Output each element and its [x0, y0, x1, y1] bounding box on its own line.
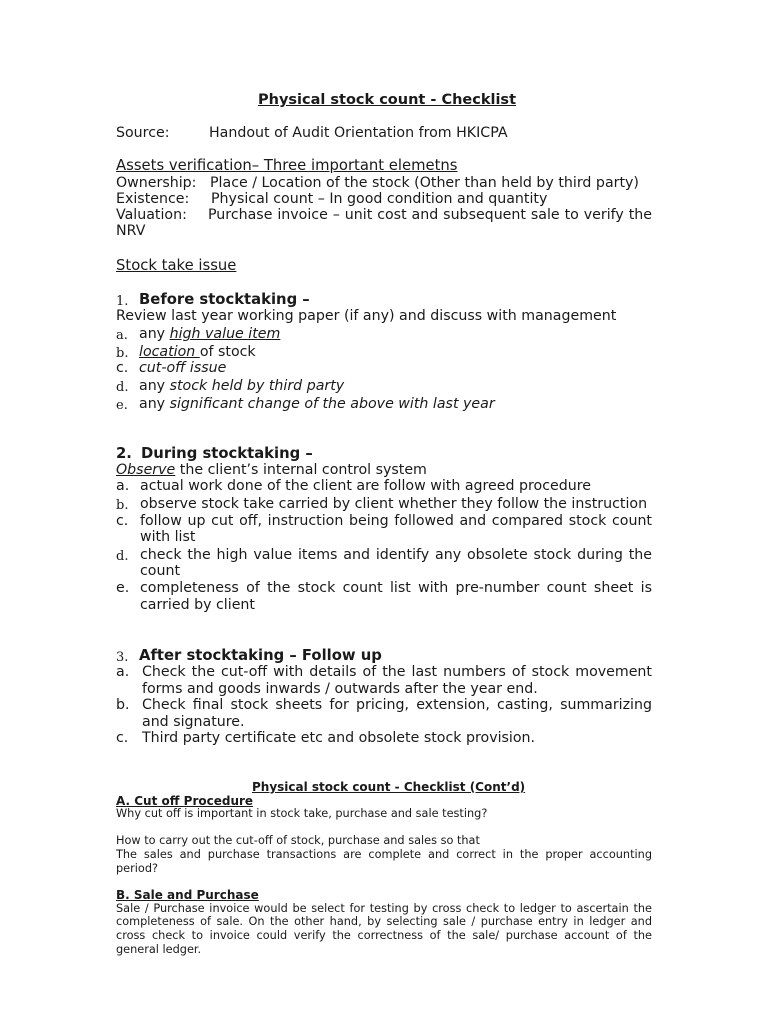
section2-intro	[116, 462, 427, 479]
list-letter: a.	[116, 664, 130, 680]
list-item: completeness of the stock count list with pre-number count sheet is	[140, 580, 652, 596]
section3-heading: After stocktaking – Follow up	[139, 647, 382, 664]
sale-purchase-line3: cross check to invoice could verify the correctness of the sale/ purchase account of the	[116, 929, 652, 942]
stock-take-issue-heading: Stock take issue	[116, 257, 237, 274]
list-item-continuation: and signature.	[142, 714, 245, 730]
list-item	[139, 396, 495, 413]
list-letter: a.	[116, 328, 128, 343]
cut-off-line2: How to carry out the cut-off of stock, purchase and sales so that	[116, 834, 480, 847]
item-emphasis: stock held by third party	[169, 378, 345, 394]
list-item: actual work done of the client are follow with agreed procedure	[140, 478, 591, 494]
intro-emphasis: Observe	[116, 462, 176, 478]
list-item: follow up cut off, instruction being followed and compared stock count	[140, 513, 652, 529]
sale-purchase-heading: B. Sale and Purchase	[116, 888, 259, 902]
sale-purchase-line1: Sale / Purchase invoice would be select for testing by cross check to ledger to ascertain the	[116, 902, 652, 915]
item-text: any	[139, 326, 170, 342]
list-letter: b.	[116, 498, 129, 513]
section1-intro: Review last year working paper (if any) and discuss with management	[116, 308, 617, 324]
list-letter: e.	[116, 580, 130, 596]
list-letter: c.	[116, 513, 129, 529]
valuation-value-line1: Purchase invoice – unit cost and subsequent sale to verify the	[208, 207, 652, 223]
list-letter: e.	[116, 398, 128, 413]
list-letter: d.	[116, 549, 129, 564]
intro-text: the client’s internal control system	[175, 462, 427, 478]
list-item	[139, 378, 344, 395]
cut-off-line4: period?	[116, 862, 158, 875]
source-value: Handout of Audit Orientation from HKICPA	[209, 125, 508, 141]
cut-off-line3: The sales and purchase transactions are complete and correct in the proper accounting	[116, 848, 652, 861]
list-letter: c.	[116, 730, 129, 746]
cut-off-line1: Why cut off is important in stock take, purchase and sale testing?	[116, 807, 488, 820]
list-item: check the high value items and identify any obsolete stock during the	[140, 547, 652, 563]
cont-title: Physical stock count - Checklist (Cont’d)	[252, 780, 526, 794]
list-letter: a.	[116, 478, 130, 494]
item-emphasis: location	[139, 344, 200, 360]
list-item-continuation: count	[140, 563, 181, 579]
valuation-label: Valuation:	[116, 207, 187, 223]
section1-heading: Before stocktaking –	[139, 291, 310, 308]
list-item-continuation: forms and goods inwards / outwards after the year end.	[142, 681, 538, 697]
list-letter: b.	[116, 346, 129, 361]
ownership-label: Ownership:	[116, 175, 197, 191]
existence-label: Existence:	[116, 191, 190, 207]
page-title: Physical stock count - Checklist	[258, 92, 516, 108]
list-letter: b.	[116, 697, 130, 713]
item-emphasis: high value item	[169, 326, 281, 342]
list-item: Check the cut-off with details of the last numbers of stock movement	[142, 664, 652, 680]
ownership-value: Place / Location of the stock (Other than held by third party)	[210, 175, 639, 191]
item-emphasis: significant change of the above with last year	[169, 396, 495, 412]
assets-heading: Assets verification– Three important elemetns	[116, 157, 458, 174]
section2-number: 2.	[116, 445, 132, 462]
list-letter: c.	[116, 360, 129, 376]
list-item	[139, 344, 256, 361]
list-item: cut-off issue	[139, 360, 227, 376]
valuation-value-line2: NRV	[116, 223, 146, 239]
sale-purchase-line2: completeness of sale. On the other hand, by selecting sale / purchase entry in ledger and	[116, 915, 652, 928]
list-item: Third party certificate etc and obsolete stock provision.	[142, 730, 536, 746]
section1-number: 1.	[116, 294, 129, 309]
source-label: Source:	[116, 125, 170, 141]
list-item: Check final stock sheets for pricing, extension, casting, summarizing	[142, 697, 652, 713]
list-item-continuation: with list	[140, 529, 196, 545]
existence-value: Physical count – In good condition and quantity	[211, 191, 548, 207]
list-item-continuation: carried by client	[140, 597, 255, 613]
item-text: of stock	[199, 344, 256, 360]
item-text: any	[139, 396, 170, 412]
cut-off-heading: A. Cut off Procedure	[116, 794, 254, 808]
sale-purchase-line4: general ledger.	[116, 943, 202, 956]
section2-heading: During stocktaking –	[141, 445, 313, 462]
list-letter: d.	[116, 380, 129, 395]
list-item: observe stock take carried by client whether they follow the instruction	[140, 496, 648, 512]
list-item	[139, 326, 280, 343]
item-text: any	[139, 378, 170, 394]
section3-number: 3.	[116, 650, 129, 665]
